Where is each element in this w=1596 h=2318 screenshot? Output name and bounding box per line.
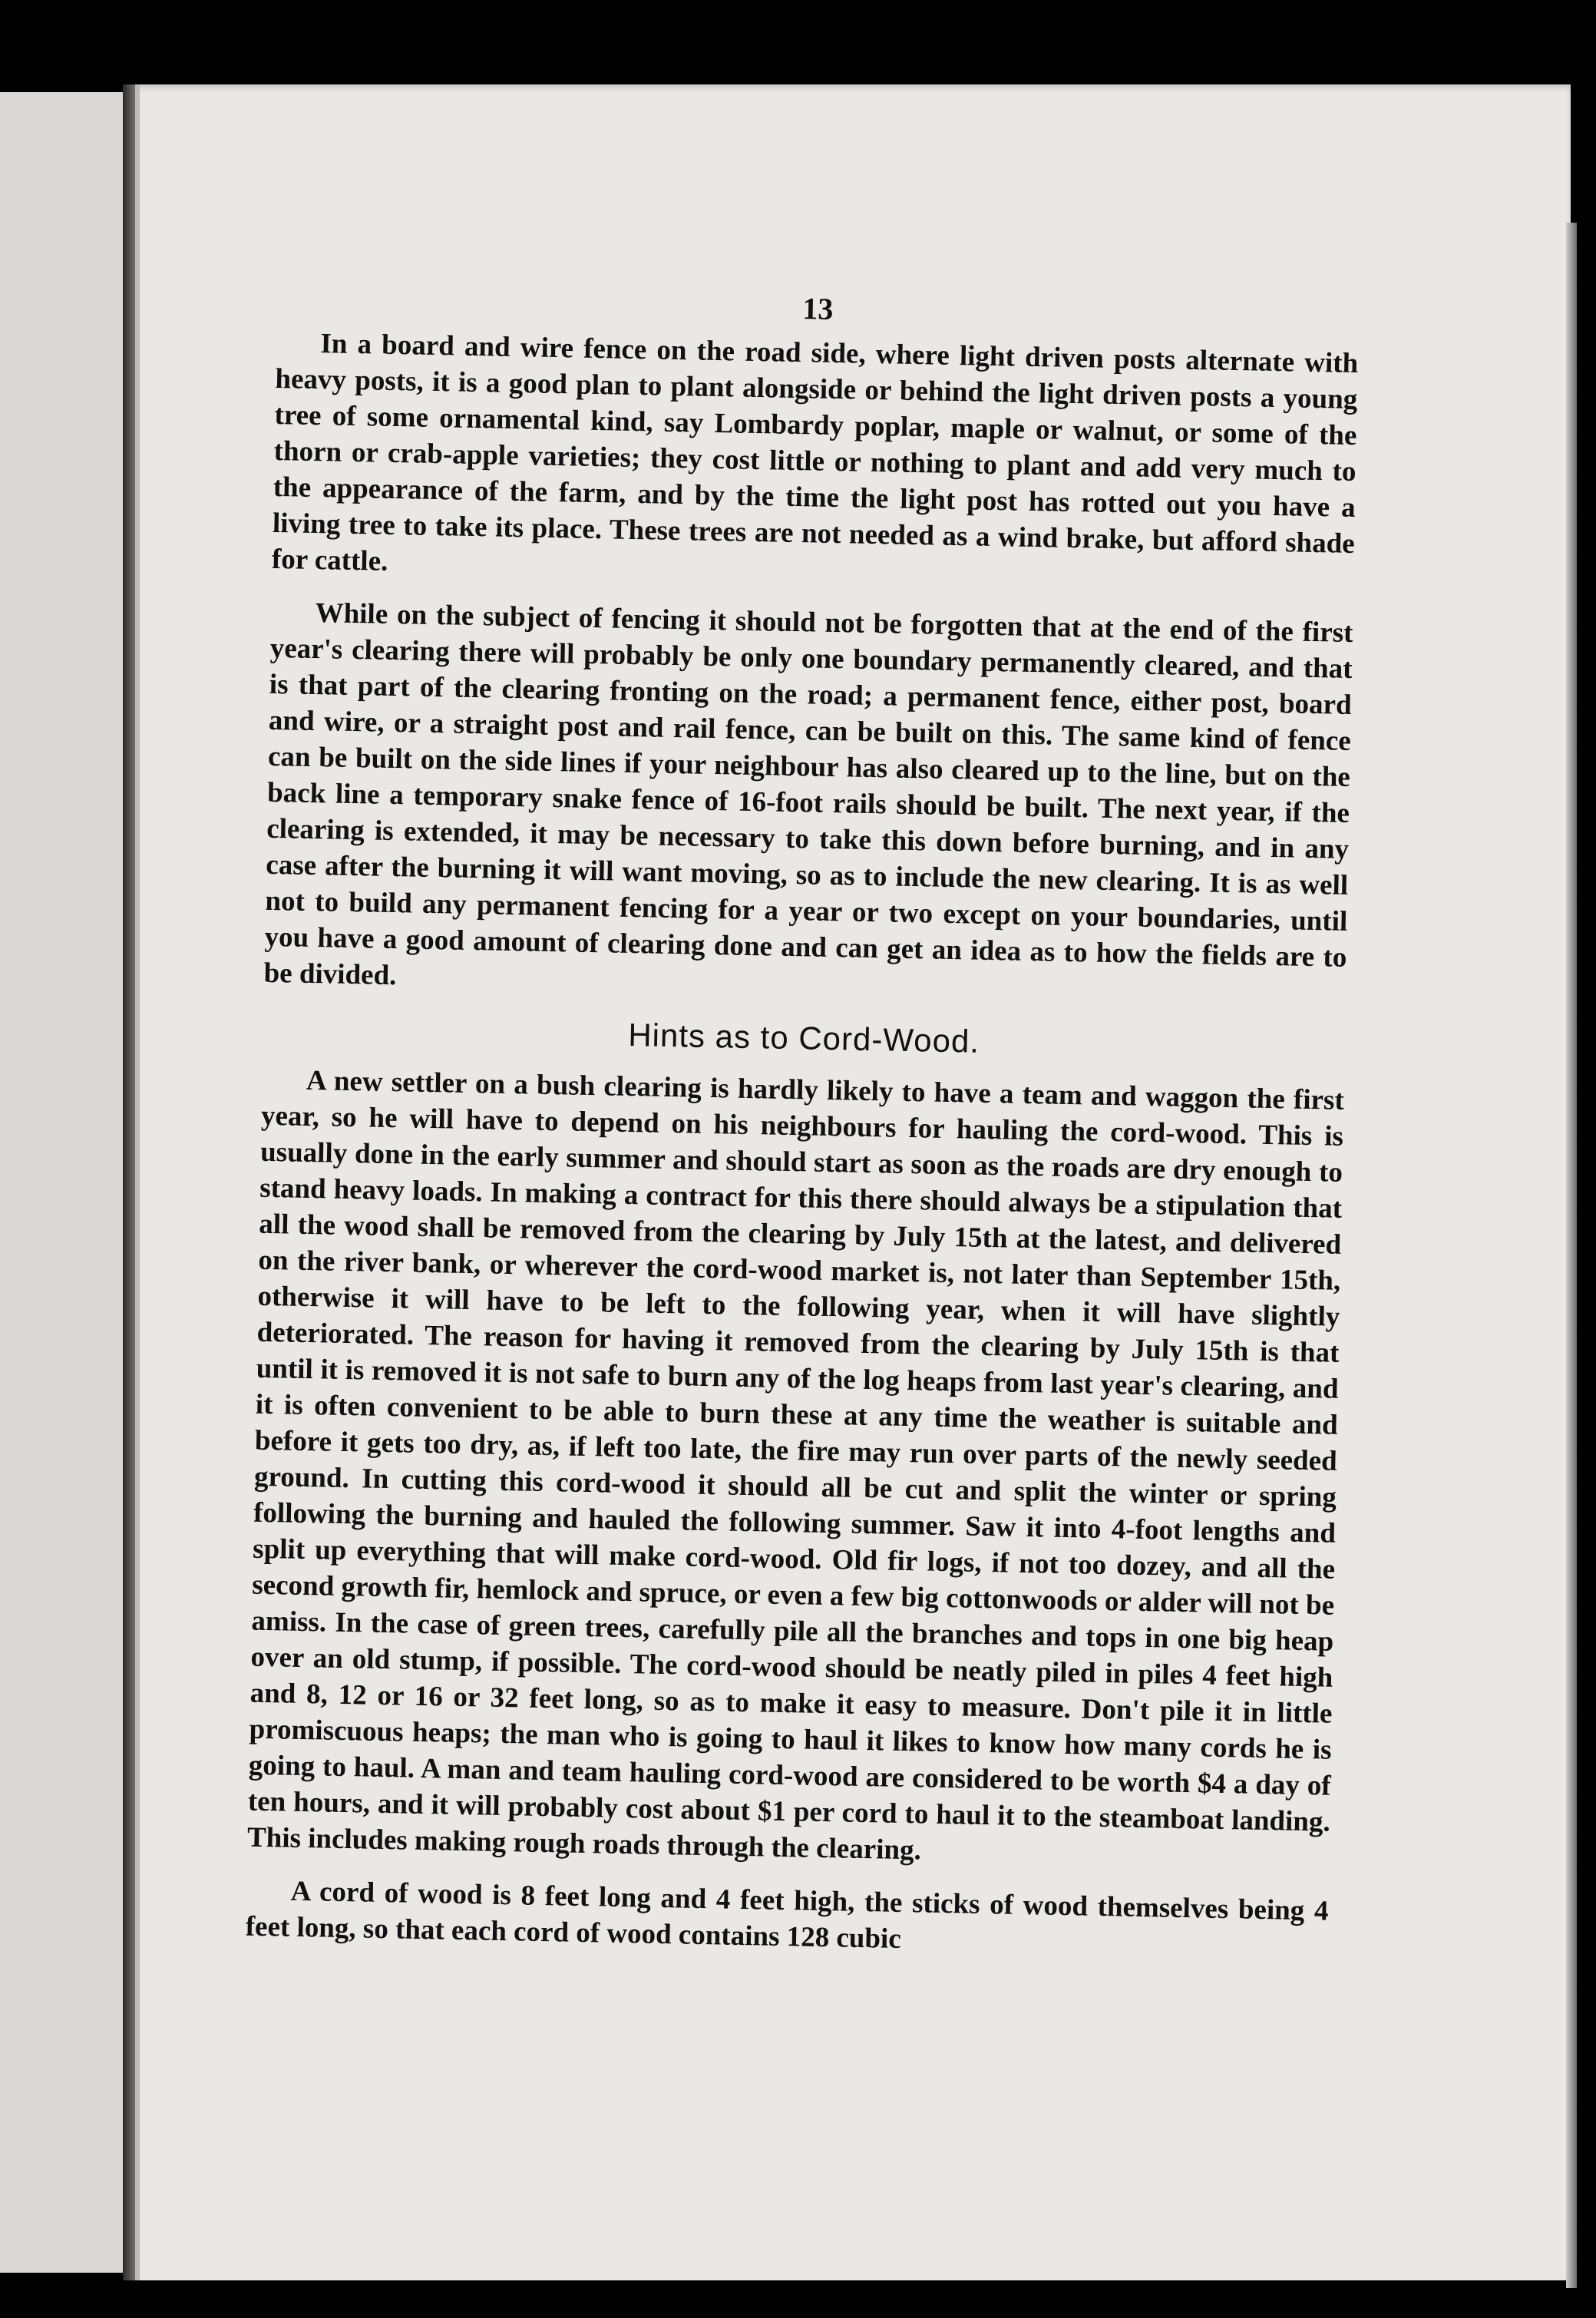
paragraph-fencing-boundaries: While on the subject of fencing it should not be forgotten that at the end of the first year's clearing there will probably be only one boundary permanently cleared, and that is that part of the clearing fronting on the road; a permanent fence, either post, board and wire, or a straight post and rail fence, can be built on this. The same kind of fence can be built on the side lines if your neighbour has also cleared up to the line, but on the back line a temporary snake fence of 16-foot rails should be built. The next year, if the clearing is extended, it may be necessary to take this down before burning, and in any case after the burning it will want moving, so as to include the new clearing. It is as well not to build any permanent fencing for a year or two except on your boundaries, until you have a good amount of clearing done and can get an idea as to how the fields are to be divided. — [263, 597, 1353, 992]
page-number: 13 — [801, 291, 834, 326]
previous-page-edge — [0, 92, 127, 2273]
section-heading: Hints as to Cord-Wood. — [627, 1016, 980, 1060]
paragraph-cord-definition: A cord of wood is 8 feet long and 4 feet high, the sticks of wood themselves being 4 feet long, so that each cord of wood contains 128 cubic — [245, 1875, 1329, 1955]
paragraph-cord-wood-hauling: A new settler on a bush clearing is hardly likely to have a team and waggon the first year, so he will have to depend on his neighbours for hauling the cord-wood. This is usually done in the early summer and should start as soon as the roads are dry enough to stand heavy loads. In making a contract for this there should always be a stipulation that all the wood shall be removed from the clearing by July 15th at the latest, and delivered on the river bank, or wherever the cord-wood market is, not later than September 15th, otherwise it will have to be left to the following year, when it will have slightly deteriorated. The reason for having it removed from the clearing by July 15th is that until it is removed it is not safe to burn any of the log heaps from last year's clearing, and it is often convenient to be able to burn these at any time the weather is suitable and before it gets too dry, as, if left too late, the fire may run over parts of the newly seeded ground. In cutting this cord-wood it should all be cut and split the winter or spring following the burning and hauled the following summer. Saw it into 4-foot lengths and split up everything that will make cord-wood. Old fir logs, if not too dozey, and all the second growth fir, hemlock and spruce, or even a few big cottonwoods or alder will not be amiss. In the case of green trees, carefully pile all the branches and tops in one big heap over an old stump, if possible. The cord-wood should be neatly piled in piles 4 feet high and 8, 12 or 16 or 32 feet long, so as to make it easy to measure. Don't pile it in little promiscuous heaps; the man who is going to haul it likes to know how many cords he is going to haul. A man and team hauling cord-wood are considered to be worth $4 a day of ten hours, and it will probably cost about $1 per cord to haul it to the steamboat landing. This includes making rough roads through the clearing. — [246, 1064, 1345, 1867]
book-page — [135, 84, 1571, 2280]
paragraph-fence-trees: In a board and wire fence on the road side, where light driven posts alternate with heavy posts, it is a good plan to plant alongside or behind the light driven posts a young tree of some ornamental kind, say Lombardy poplar, maple or walnut, or some of the thorn or crab-apple varieties; they cost little or nothing to plant and add very much to the appearance of the farm, and by the time the light post has rotted out you have a living tree to take its place. These trees are not needed as a wind brake, but afford shade for cattle. — [271, 328, 1359, 577]
page-text-block — [245, 280, 1360, 1982]
page-edge-shadow — [1566, 223, 1577, 2288]
